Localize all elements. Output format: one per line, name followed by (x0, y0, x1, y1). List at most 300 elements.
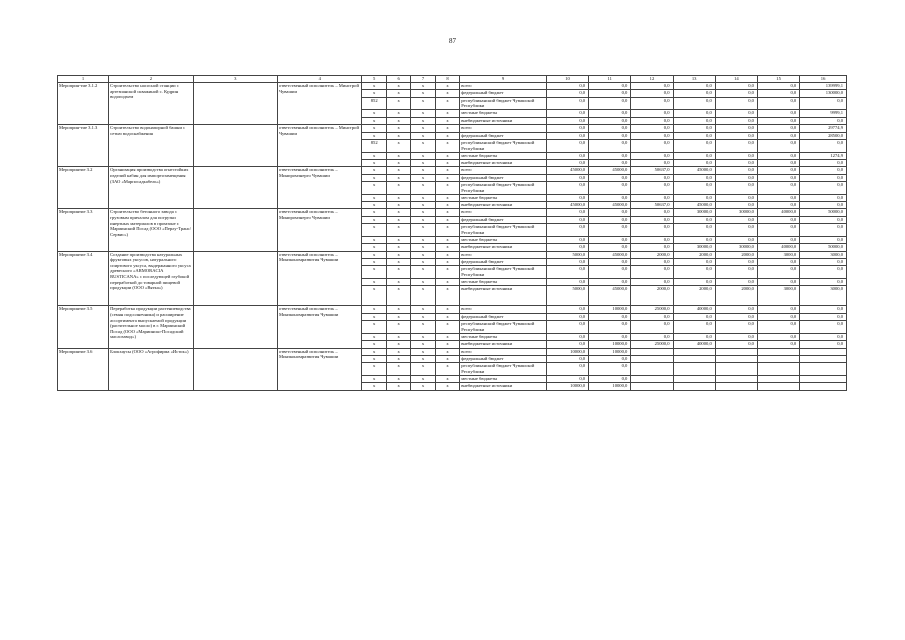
funding-value: 0,0 (715, 125, 757, 132)
funding-value: 0,0 (715, 202, 757, 209)
budget-code: x (411, 321, 435, 334)
funding-value: 30000,0 (673, 209, 715, 216)
budget-code: x (435, 159, 459, 166)
funding-value (800, 348, 847, 355)
funding-value (800, 355, 847, 362)
budget-code: x (435, 341, 459, 348)
funding-value: 0,0 (631, 139, 673, 152)
funding-value: 0,0 (631, 279, 673, 286)
budget-code: 852 (362, 139, 386, 152)
page-number: 87 (449, 37, 456, 45)
budget-code: x (435, 117, 459, 124)
table-row (58, 348, 847, 355)
funding-value: 0,0 (673, 117, 715, 124)
budget-code: x (411, 194, 435, 201)
budget-code: x (411, 333, 435, 340)
funding-value: 0,0 (673, 259, 715, 266)
budget-code: x (435, 202, 459, 209)
budget-code: x (386, 167, 410, 174)
funding-value: 0,0 (631, 174, 673, 181)
funding-value (715, 363, 757, 376)
funding-value: 0,0 (715, 167, 757, 174)
funding-value: 10000,0 (589, 383, 631, 390)
table-row (58, 167, 847, 174)
funding-source: федеральный бюджет (460, 259, 547, 266)
budget-code: x (386, 83, 410, 90)
column-number: 14 (715, 76, 757, 83)
funding-value: 0,0 (715, 341, 757, 348)
column-number: 5 (362, 76, 386, 83)
funding-value: 0,0 (715, 321, 757, 334)
funding-value (673, 383, 715, 390)
budget-code: x (411, 286, 435, 306)
funding-value: 0,0 (757, 266, 799, 279)
budget-code: x (411, 383, 435, 390)
budget-code: x (435, 363, 459, 376)
funding-value: 0,0 (589, 313, 631, 320)
funding-value: 0,0 (757, 236, 799, 243)
budget-code: x (386, 139, 410, 152)
funding-value: 0,0 (546, 341, 588, 348)
funding-source: местные бюджеты (460, 279, 547, 286)
funding-value: 0,0 (589, 333, 631, 340)
funding-value: 0,0 (589, 132, 631, 139)
budget-code: x (411, 313, 435, 320)
budget-code: x (362, 313, 386, 320)
budget-code: x (411, 110, 435, 117)
budget-code: x (411, 83, 435, 90)
funding-value: 0,0 (673, 266, 715, 279)
funding-source: федеральный бюджет (460, 174, 547, 181)
budget-code: x (411, 251, 435, 258)
funding-value: 0,0 (546, 182, 588, 195)
activity-label: Мероприятие 3.2 (58, 167, 109, 209)
funding-value: 0,0 (589, 363, 631, 376)
column-number: 11 (589, 76, 631, 83)
funding-value: 0,0 (800, 224, 847, 237)
budget-code: x (411, 97, 435, 110)
budget-code: x (435, 259, 459, 266)
funding-value: 0,0 (546, 83, 588, 90)
funding-source: всего (460, 167, 547, 174)
funding-value: 0,0 (757, 259, 799, 266)
funding-source: всего (460, 209, 547, 216)
funding-value: 0,0 (757, 174, 799, 181)
budget-code: x (362, 286, 386, 306)
funding-value: 0,0 (589, 216, 631, 223)
column-number: 1 (58, 76, 109, 83)
budget-code: x (386, 236, 410, 243)
funding-value: 0,0 (757, 306, 799, 313)
funding-source: республиканский бюджет Чувашской Республики (460, 97, 547, 110)
budget-code: x (435, 132, 459, 139)
funding-value: 10000,0 (546, 348, 588, 355)
budget-code: x (362, 306, 386, 313)
funding-value: 0,0 (800, 236, 847, 243)
funding-value: 2000,0 (673, 251, 715, 258)
funding-value: 0,0 (631, 321, 673, 334)
funding-value: 0,0 (800, 182, 847, 195)
funding-value: 50637,0 (631, 202, 673, 209)
funding-value: 0,0 (589, 139, 631, 152)
funding-value: 10000,0 (546, 383, 588, 390)
activity-label: Мероприя-тие 3.1.3 (58, 125, 109, 167)
funding-value: 1274,9 (800, 152, 847, 159)
funding-value: 0,0 (631, 117, 673, 124)
budget-code: x (362, 125, 386, 132)
activity-name: Строительство бетонного завода с грузовым причалом для погрузки инертных материалов в промзоне г. Мариинский Посад (ООО «Перлу-Транс/Сервис») (109, 209, 193, 251)
column-number: 4 (278, 76, 362, 83)
funding-value: 0,0 (673, 90, 715, 97)
funding-value: 0,0 (546, 174, 588, 181)
funding-value (757, 375, 799, 382)
funding-value: 0,0 (800, 341, 847, 348)
funding-value: 0,0 (589, 236, 631, 243)
funding-source: федеральный бюджет (460, 90, 547, 97)
budget-code: x (435, 313, 459, 320)
funding-value: 0,0 (546, 355, 588, 362)
budget-code: x (435, 279, 459, 286)
funding-value: 0,0 (631, 236, 673, 243)
funding-source: всего (460, 306, 547, 313)
funding-value (800, 363, 847, 376)
activity-executor: ответственный исполнитель – Минэкономразвития Чувашии (278, 306, 362, 348)
funding-value: 0,0 (589, 321, 631, 334)
funding-value: 0,0 (589, 125, 631, 132)
activity-executor: ответственный исполнитель – Минстрой Чувашии (278, 125, 362, 167)
funding-value: 0,0 (589, 152, 631, 159)
budget-code: x (435, 182, 459, 195)
budget-code: x (435, 90, 459, 97)
column-number: 8 (435, 76, 459, 83)
funding-source: внебюджетные источники (460, 341, 547, 348)
budget-code: x (435, 110, 459, 117)
budget-code: x (435, 244, 459, 251)
funding-value: 0,0 (757, 90, 799, 97)
funding-value: 0,0 (631, 194, 673, 201)
activity-label: Мероприя-тие 3.1.2 (58, 83, 109, 125)
funding-value: 3000,0 (800, 286, 847, 306)
funding-value: 40000,0 (673, 306, 715, 313)
activity-label: Мероприятие 3.6 (58, 348, 109, 390)
funding-value: 10000,0 (589, 306, 631, 313)
budget-code: x (411, 167, 435, 174)
budget-code: x (386, 152, 410, 159)
funding-value: 0,0 (715, 97, 757, 110)
funding-value: 10000,0 (589, 341, 631, 348)
funding-value: 0,0 (800, 167, 847, 174)
budget-code: x (411, 236, 435, 243)
funding-value: 0,0 (589, 174, 631, 181)
budget-code: x (386, 110, 410, 117)
activity-executor: ответственный исполнитель – Минпромэнерго Чувашии (278, 167, 362, 209)
budget-code: x (362, 167, 386, 174)
activity-executor: ответственный исполнитель – Минпромэнерго Чувашии (278, 209, 362, 251)
funding-value: 0,0 (673, 236, 715, 243)
funding-value: 0,0 (673, 224, 715, 237)
funding-value: 0,0 (631, 159, 673, 166)
budget-code: x (435, 174, 459, 181)
activity-participants (193, 306, 277, 348)
funding-source: местные бюджеты (460, 333, 547, 340)
funding-value: 0,0 (673, 333, 715, 340)
funding-value: 0,0 (715, 139, 757, 152)
funding-value: 45000,0 (589, 286, 631, 306)
funding-value: 2000,0 (715, 286, 757, 306)
funding-value: 0,0 (589, 355, 631, 362)
funding-value: 0,0 (589, 117, 631, 124)
budget-code: x (435, 333, 459, 340)
budget-code: x (386, 244, 410, 251)
budget-code: x (362, 202, 386, 209)
funding-value: 0,0 (757, 97, 799, 110)
funding-value: 0,0 (546, 194, 588, 201)
funding-value: 50637,0 (631, 167, 673, 174)
table-row (58, 209, 847, 216)
funding-value (631, 375, 673, 382)
funding-value: 0,0 (715, 174, 757, 181)
funding-value: 0,0 (757, 139, 799, 152)
funding-value: 0,0 (589, 224, 631, 237)
budget-code: x (435, 97, 459, 110)
budget-code: x (435, 125, 459, 132)
funding-value: 0,0 (546, 139, 588, 152)
budget-code: x (386, 383, 410, 390)
funding-value: 0,0 (589, 182, 631, 195)
funding-value: 0,0 (673, 125, 715, 132)
funding-source: всего (460, 125, 547, 132)
funding-value: 0,0 (757, 341, 799, 348)
budget-code: x (386, 251, 410, 258)
funding-value: 0,0 (546, 244, 588, 251)
funding-value: 0,0 (631, 244, 673, 251)
funding-value (800, 383, 847, 390)
activity-participants (193, 83, 277, 125)
funding-source: внебюджетные источники (460, 202, 547, 209)
activity-name: Строительство водонапорной башни с сетью водоснабжения (109, 125, 193, 167)
funding-value: 0,0 (631, 209, 673, 216)
funding-value: 0,0 (800, 216, 847, 223)
activity-executor: ответственный исполнитель – Минстрой Чувашии (278, 83, 362, 125)
funding-value: 0,0 (589, 259, 631, 266)
funding-value: 0,0 (589, 266, 631, 279)
funding-value: 0,0 (715, 182, 757, 195)
funding-value: 0,0 (757, 216, 799, 223)
funding-value: 30000,0 (715, 244, 757, 251)
funding-source: республиканский бюджет Чувашской Республики (460, 266, 547, 279)
funding-value: 30000,0 (673, 244, 715, 251)
funding-value: 0,0 (800, 202, 847, 209)
table-row (58, 125, 847, 132)
funding-value: 29774,9 (800, 125, 847, 132)
funding-value: 0,0 (546, 209, 588, 216)
column-number: 7 (411, 76, 435, 83)
budget-code: x (386, 194, 410, 201)
funding-value: 0,0 (631, 83, 673, 90)
funding-value: 0,0 (673, 132, 715, 139)
funding-value: 0,0 (757, 333, 799, 340)
funding-value: 0,0 (800, 259, 847, 266)
budget-code: x (386, 286, 410, 306)
funding-value: 3000,0 (800, 251, 847, 258)
funding-value: 0,0 (589, 97, 631, 110)
funding-value: 0,0 (800, 194, 847, 201)
budget-code: x (386, 279, 410, 286)
budget-code: x (386, 97, 410, 110)
funding-value: 0,0 (757, 117, 799, 124)
budget-code: x (362, 266, 386, 279)
funding-value (757, 383, 799, 390)
activity-participants (193, 209, 277, 251)
budget-code: x (362, 90, 386, 97)
budget-code: x (362, 83, 386, 90)
budget-code: x (386, 375, 410, 382)
funding-value: 0,0 (800, 97, 847, 110)
funding-value: 0,0 (673, 321, 715, 334)
budget-code: x (435, 286, 459, 306)
table-row (58, 251, 847, 258)
budget-code: x (411, 244, 435, 251)
funding-value: 2000,0 (631, 251, 673, 258)
budget-code: x (435, 383, 459, 390)
funding-value: 0,0 (800, 117, 847, 124)
budget-code: x (435, 348, 459, 355)
funding-source: республиканский бюджет Чувашской Республики (460, 321, 547, 334)
budget-code: x (362, 216, 386, 223)
funding-value: 0,0 (757, 167, 799, 174)
funding-value: 0,0 (715, 224, 757, 237)
funding-value: 0,0 (715, 236, 757, 243)
funding-value: 0,0 (631, 110, 673, 117)
funding-value: 0,0 (715, 152, 757, 159)
budget-code: x (386, 355, 410, 362)
budget-code: x (386, 125, 410, 132)
funding-value: 25000,0 (631, 306, 673, 313)
budget-code: x (386, 90, 410, 97)
budget-code: x (362, 383, 386, 390)
funding-value: 0,0 (589, 110, 631, 117)
budget-code: x (362, 355, 386, 362)
funding-value: 0,0 (546, 132, 588, 139)
budget-code: x (435, 251, 459, 258)
funding-value: 0,0 (631, 152, 673, 159)
budget-code: x (411, 341, 435, 348)
budget-code: x (386, 321, 410, 334)
activity-participants (193, 125, 277, 167)
activity-label: Мероприятие 3.5 (58, 306, 109, 348)
funding-value: 0,0 (800, 306, 847, 313)
funding-value: 0,0 (589, 279, 631, 286)
funding-value: 40000,0 (673, 341, 715, 348)
funding-value: 45000,0 (589, 167, 631, 174)
activity-label: Мероприятие 3.4 (58, 251, 109, 306)
budget-code: x (362, 209, 386, 216)
activity-name: Организация производства огнестойких изделий кабин для импортозамещения (ЗАО «Марпосадкабель») (109, 167, 193, 209)
funding-value: 0,0 (757, 125, 799, 132)
funding-value: 0,0 (800, 139, 847, 152)
funding-value: 0,0 (546, 125, 588, 132)
budget-code: x (386, 132, 410, 139)
funding-value: 45000,0 (546, 167, 588, 174)
column-number: 16 (800, 76, 847, 83)
budget-code: x (411, 266, 435, 279)
budget-code: x (411, 363, 435, 376)
budget-code: x (386, 313, 410, 320)
funding-value: 0,0 (631, 125, 673, 132)
funding-value: 0,0 (546, 224, 588, 237)
funding-value: 0,0 (589, 159, 631, 166)
funding-value (715, 383, 757, 390)
budget-code: x (411, 117, 435, 124)
funding-value: 0,0 (589, 375, 631, 382)
funding-value: 0,0 (757, 83, 799, 90)
table-body (58, 76, 847, 391)
budget-code: x (386, 333, 410, 340)
funding-value: 0,0 (546, 313, 588, 320)
budget-code: x (435, 306, 459, 313)
funding-value: 0,0 (715, 313, 757, 320)
funding-value: 0,0 (715, 110, 757, 117)
funding-value: 0,0 (546, 216, 588, 223)
column-number: 10 (546, 76, 588, 83)
funding-source: федеральный бюджет (460, 216, 547, 223)
funding-value: 3000,0 (757, 286, 799, 306)
funding-value: 0,0 (546, 266, 588, 279)
funding-value: 0,0 (800, 159, 847, 166)
budget-code: x (411, 375, 435, 382)
funding-value (673, 348, 715, 355)
funding-value (673, 375, 715, 382)
funding-source: всего (460, 83, 547, 90)
activity-name: Переработка продукции растениеводства (семян подсолнечника) и расширение ассортимента выпускаемой продукции (растительное масло) в г. Мариинский Посад (ООО «Мариинско-Посадский маслозавод») (109, 306, 193, 348)
funding-value (631, 383, 673, 390)
funding-value: 0,0 (631, 132, 673, 139)
funding-value: 139999,1 (800, 83, 847, 90)
budget-code: x (386, 224, 410, 237)
budget-code: x (411, 174, 435, 181)
funding-value (631, 355, 673, 362)
budget-code: x (362, 348, 386, 355)
budget-code: x (362, 194, 386, 201)
budget-code: x (411, 348, 435, 355)
funding-value: 0,0 (673, 83, 715, 90)
funding-value: 0,0 (715, 279, 757, 286)
budget-code: x (435, 83, 459, 90)
funding-source: республиканский бюджет Чувашской Республики (460, 363, 547, 376)
budget-code: x (411, 152, 435, 159)
funding-source: местные бюджеты (460, 194, 547, 201)
budget-code: x (435, 224, 459, 237)
funding-source: федеральный бюджет (460, 355, 547, 362)
funding-value: 30000,0 (715, 209, 757, 216)
funding-value: 2000,0 (673, 286, 715, 306)
budget-code: x (411, 355, 435, 362)
activity-participants (193, 251, 277, 306)
funding-value: 0,0 (715, 259, 757, 266)
funding-value: 0,0 (715, 90, 757, 97)
funding-value: 0,0 (757, 152, 799, 159)
funding-value: 130000,0 (800, 90, 847, 97)
column-number: 3 (193, 76, 277, 83)
funding-value: 0,0 (757, 132, 799, 139)
funding-value: 0,0 (673, 279, 715, 286)
budget-code: x (386, 363, 410, 376)
funding-value: 5000,0 (546, 251, 588, 258)
budget-code: x (362, 236, 386, 243)
funding-value: 0,0 (757, 202, 799, 209)
budget-code: x (435, 139, 459, 152)
funding-value: 0,0 (546, 306, 588, 313)
